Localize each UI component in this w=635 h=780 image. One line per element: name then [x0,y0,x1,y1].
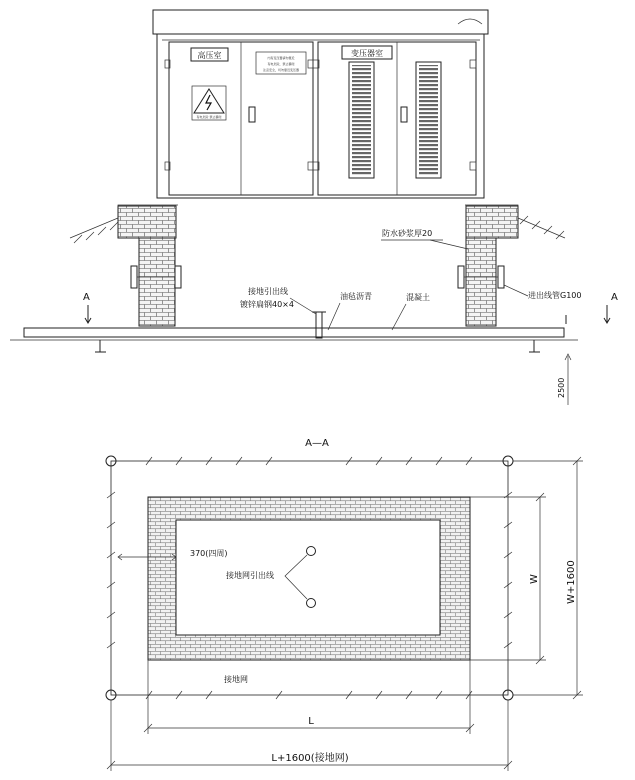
elevation-view [10,10,618,405]
l-dimension: L [308,716,314,727]
plan-title: A—A [305,438,329,449]
ground-hatch-right [520,216,564,239]
asphalt-label: 油毡沥青 [340,292,372,301]
foundation-right [466,238,496,326]
svg-text:内有变压器请勿靠近: 内有变压器请勿靠近 [267,56,295,60]
copper-label: 镀锌扁钢40×4 [240,300,294,309]
warning-sign-text: 有电危险 禁止攀爬 [196,115,222,119]
ground-hatch-left [74,222,118,243]
svg-text:注意安全，切勿靠近变压器: 注意安全，切勿靠近变压器 [262,68,300,72]
foundation-wall [148,497,470,660]
foundation-left [139,238,175,326]
ground-lead-label: 接地引出线 [248,287,288,296]
w-dimension: W [529,574,540,584]
w-total-dimension: W+1600 [566,560,577,604]
roof [153,10,488,34]
foundation-left-top [118,206,176,238]
plan-view [106,438,583,771]
tr-room-label: 变压器室 [351,49,383,58]
door-handle-right [401,107,407,122]
grid-label: 接地网 [224,675,248,684]
cable-pipe-label: 进出线管G100 [528,291,582,300]
lead-point-bottom [307,599,316,608]
l-total-dimension: L+1600(接地网) [271,753,349,764]
door-handle [249,107,255,122]
wall-label: 370(四周) [190,549,228,558]
section-mark-right: A [611,292,618,303]
lead-point-top [307,547,316,556]
concrete-label: 混凝土 [406,293,430,302]
hv-room-label: 高压室 [197,51,222,60]
lightning-icon [206,95,211,110]
concrete-slab [24,328,564,337]
depth-dimension: 2500 [557,377,566,398]
grid-lead-label: 接地网引出线 [226,571,274,580]
foundation-right-top [466,206,518,238]
waterproof-label: 防水砂浆厚20 [382,229,433,238]
section-mark-left: A [83,292,90,303]
svg-text:有电危险，禁止攀爬: 有电危险，禁止攀爬 [267,62,295,66]
